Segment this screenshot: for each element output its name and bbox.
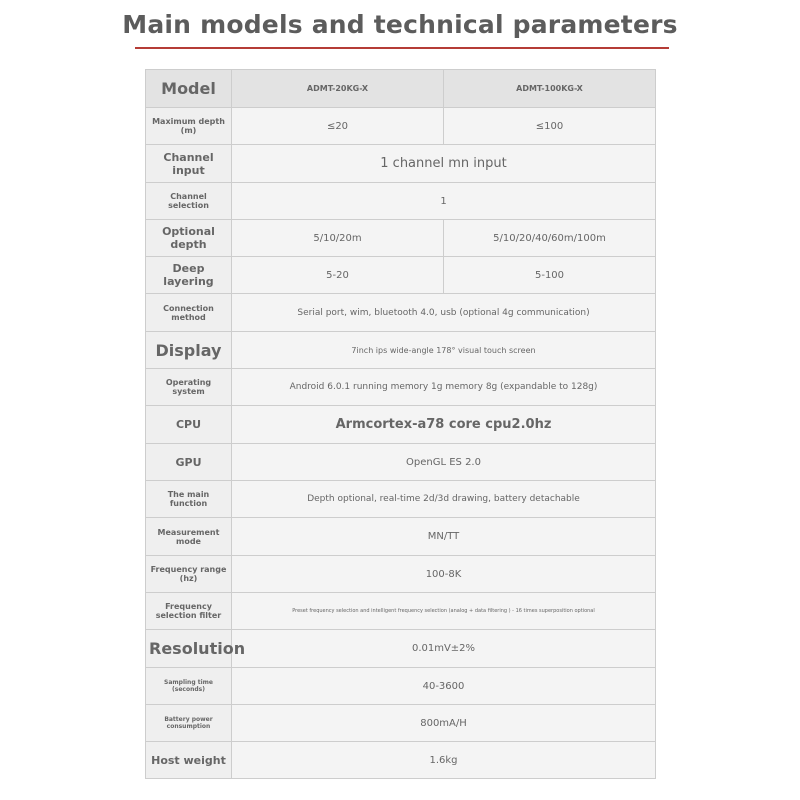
table-row <box>146 369 656 406</box>
header-model-1: ADMT-20KG-X <box>232 70 444 108</box>
row-label: Channel input <box>146 145 232 183</box>
cell-value: 40-3600 <box>232 668 656 705</box>
table-row <box>146 593 656 630</box>
row-label: Operating system <box>146 369 232 406</box>
cell-value: ≤100 <box>444 108 656 145</box>
row-label: Host weight <box>146 742 232 779</box>
cell-value: 100-8K <box>232 556 656 593</box>
title-underline <box>135 47 669 49</box>
table-row <box>146 294 656 332</box>
table-row <box>146 518 656 556</box>
table-row <box>146 630 656 668</box>
cell-value: 1 <box>232 183 656 220</box>
cell-value: 1 channel mn input <box>232 145 656 183</box>
row-label: Optional depth <box>146 220 232 257</box>
table-row <box>146 108 656 145</box>
table-row <box>146 183 656 220</box>
cell-value: 0.01mV±2% <box>232 630 656 668</box>
cell-value: MN/TT <box>232 518 656 556</box>
row-label: Battery power consumption <box>146 705 232 742</box>
table-row <box>146 220 656 257</box>
spec-table <box>145 69 656 779</box>
row-label: Sampling time (seconds) <box>146 668 232 705</box>
page-title: Main models and technical parameters <box>122 10 678 39</box>
row-label: GPU <box>146 444 232 481</box>
table-row <box>146 481 656 518</box>
row-label: CPU <box>146 406 232 444</box>
cell-value: 7inch ips wide-angle 178° visual touch screen <box>232 332 656 369</box>
table-row <box>146 668 656 705</box>
row-label: Channel selection <box>146 183 232 220</box>
cell-value: Armcortex-a78 core cpu2.0hz <box>232 406 656 444</box>
cell-value: OpenGL ES 2.0 <box>232 444 656 481</box>
cell-value: 5-20 <box>232 257 444 294</box>
row-label: The main function <box>146 481 232 518</box>
cell-value: Serial port, wim, bluetooth 4.0, usb (optional 4g communication) <box>232 294 656 332</box>
table-row <box>146 705 656 742</box>
row-label: Maximum depth (m) <box>146 108 232 145</box>
cell-value: 5-100 <box>444 257 656 294</box>
row-label: Resolution <box>146 630 232 668</box>
row-label: Connection method <box>146 294 232 332</box>
row-label: Deep layering <box>146 257 232 294</box>
table-row <box>146 332 656 369</box>
cell-value: 5/10/20m <box>232 220 444 257</box>
table-row <box>146 444 656 481</box>
header-label-model: Model <box>146 70 232 108</box>
cell-value: 1.6kg <box>232 742 656 779</box>
row-label: Display <box>146 332 232 369</box>
table-row <box>146 406 656 444</box>
table-row <box>146 145 656 183</box>
cell-value: Android 6.0.1 running memory 1g memory 8g (expandable to 128g) <box>232 369 656 406</box>
cell-value: 800mA/H <box>232 705 656 742</box>
cell-value: ≤20 <box>232 108 444 145</box>
row-label: Frequency selection filter <box>146 593 232 630</box>
table-header-row <box>146 70 656 108</box>
row-label: Measurement mode <box>146 518 232 556</box>
cell-value: Preset frequency selection and intelligent frequency selection (analog + data filtering ) - 16 times superposition optional <box>232 593 656 630</box>
cell-value: Depth optional, real-time 2d/3d drawing, battery detachable <box>232 481 656 518</box>
table-row <box>146 257 656 294</box>
row-label: Frequency range (hz) <box>146 556 232 593</box>
table-row <box>146 742 656 779</box>
table-row <box>146 556 656 593</box>
cell-value: 5/10/20/40/60m/100m <box>444 220 656 257</box>
header-model-2: ADMT-100KG-X <box>444 70 656 108</box>
